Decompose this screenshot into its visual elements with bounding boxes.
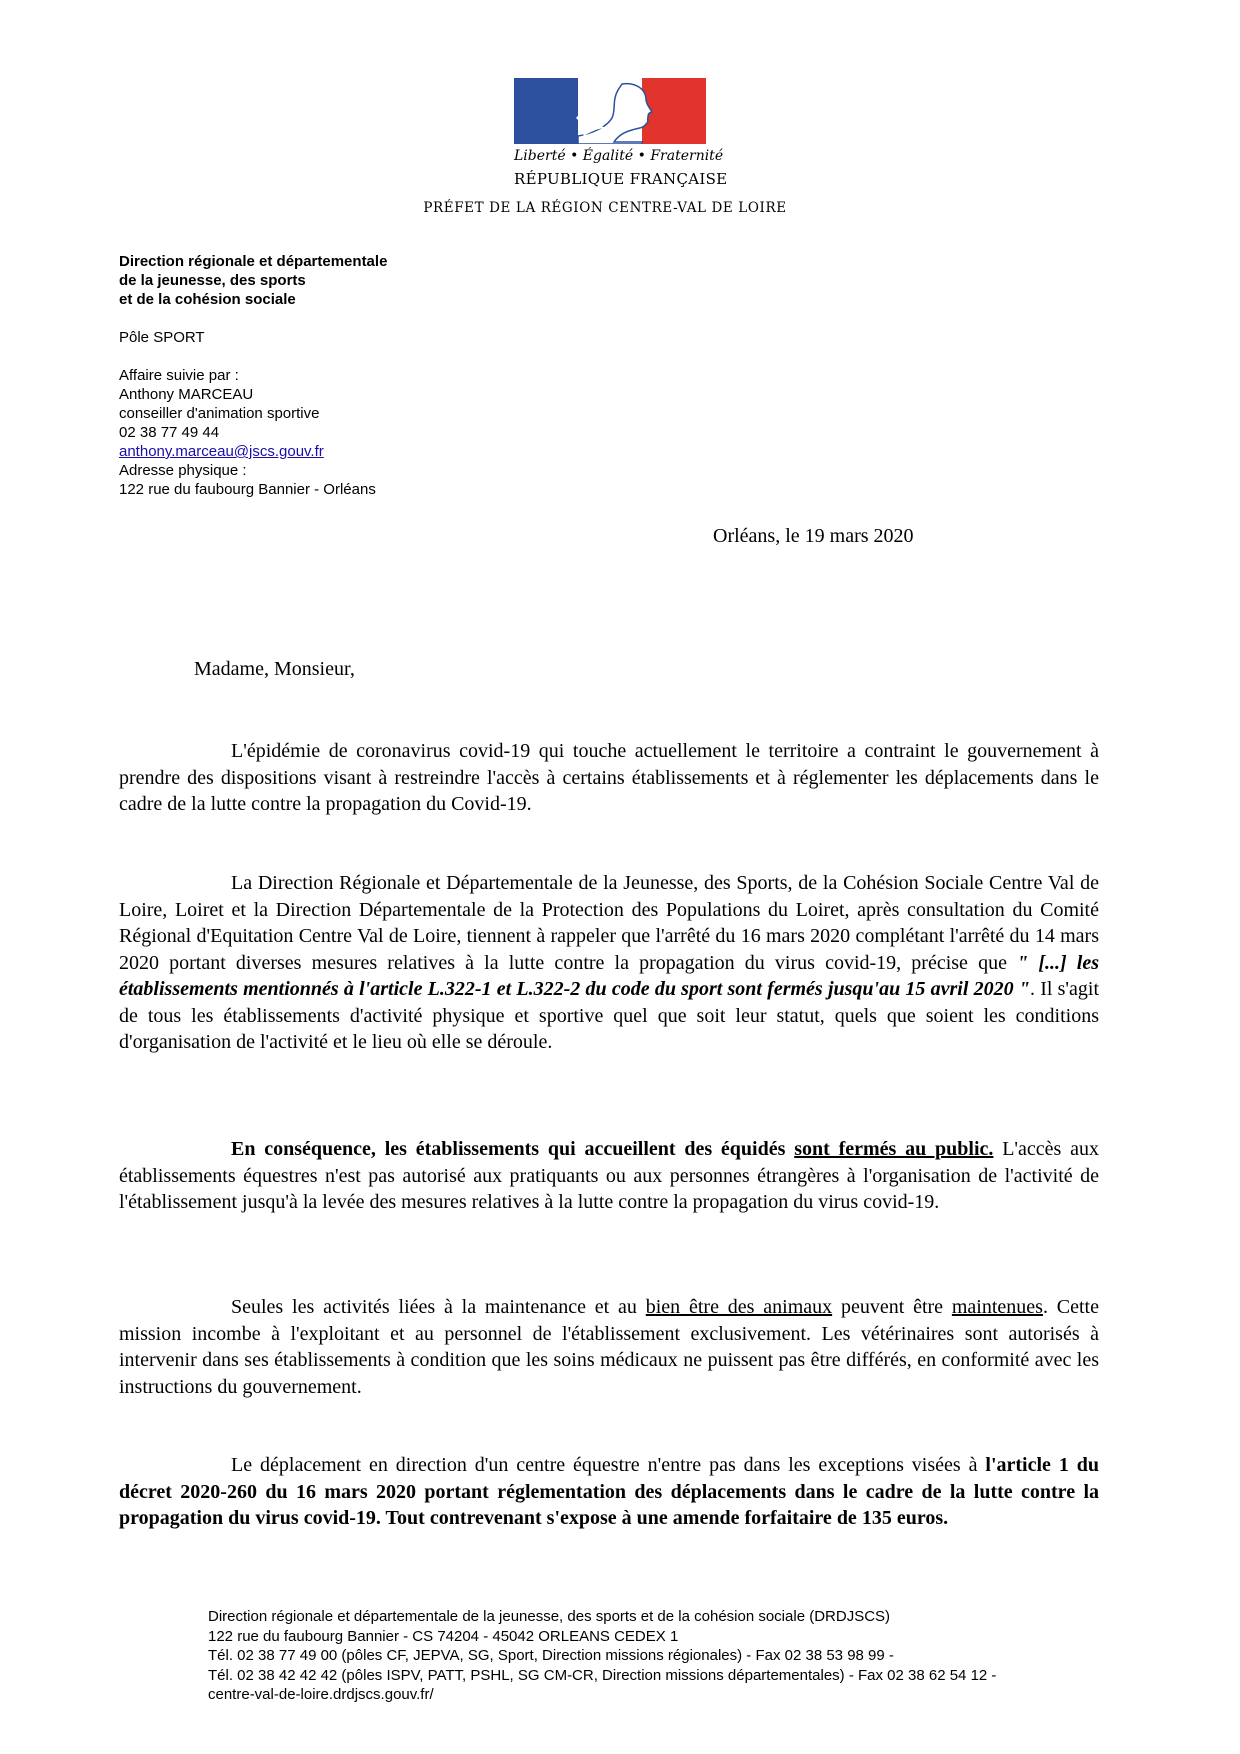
footer: [208, 1607, 1108, 1705]
sender-phone: 02 38 77 49 44: [119, 424, 220, 441]
fine-notice: l'article 1 du décret 2020-260 du 16 mars 2020 portant réglementation des déplacements dans le cadre de la lutte contre la propagation du virus covid-19. Tout contrevenant s'expose à une amende forfaitaire de 135 euros.: [119, 1454, 1099, 1529]
paragraph-2: La Direction Régionale et Départementale de la Jeunesse, des Sports, de la Cohésion Sociale Centre Val de Loire, Loiret et la Direction Départementale de la Protection des Populations du Loiret, après consultation du Comité Régional d'Equitation Centre Val de Loire, tiennent à rappeler que l'arrêté du 16 mars 2020 complétant l'arrêté du 14 mars 2020 portant diverses mesures relatives à la lutte contre la propagation du virus covid-19, précise que " [...] les établissements mentionnés à l'article L.322-1 et L.322-2 du code du sport sont fermés jusqu'au 15 avril 2020 ". Il s'agit de tous les établissements d'activité physique et sportive quel que soit leur statut, quels que soient les conditions d'organisation de l'activité et le lieu où elle se déroule.: [119, 872, 1100, 1053]
footer-line-1: Direction régionale et départementale de la jeunesse, des sports et de la cohésion sociale (DRDJSCS): [208, 1608, 891, 1625]
sender-name: Anthony MARCEAU: [119, 386, 254, 403]
decree-quote: " [...] les établissements mentionnés à l'article L.322-1 et L.322-2 du code du sport sont fermés jusqu'au 15 avril 2020 ": [119, 951, 1100, 1000]
republic-motto: Liberté • Égalité • Fraternité: [514, 148, 724, 164]
prefet-title: PRÉFET DE LA RÉGION CENTRE-VAL DE LOIRE: [423, 200, 787, 216]
sender-address: 122 rue du faubourg Bannier - Orléans: [119, 481, 376, 498]
republic-name: RÉPUBLIQUE FRANÇAISE: [514, 170, 728, 188]
paragraph-1: L'épidémie de coronavirus covid-19 qui touche actuellement le territoire a contraint le gouvernement à prendre des dispositions visant à restreindre l'accès à certains établissements et à réglementer les déplacements dans le cadre de la lutte contre la propagation du Covid-19.: [119, 740, 1099, 815]
letter-greeting: Madame, Monsieur,: [194, 658, 355, 680]
paragraph-3: En conséquence, les établissements qui accueillent des équidés sont fermés au public. L'accès aux établissements équestres n'est pas autorisé aux pratiquants ou aux personnes étrangères à l'organisation de l'activité de l'établissement jusqu'à la levée des mesures relatives à la lutte contre la propagation du virus covid-19.: [119, 1138, 1099, 1213]
paragraph-5: Le déplacement en direction d'un centre équestre n'entre pas dans les exceptions visées à l'article 1 du décret 2020-260 du 16 mars 2020 portant réglementation des déplacements dans le cadre de la lutte contre la propagation du virus covid-19. Tout contrevenant s'expose à une amende forfaitaire de 135 euros.: [119, 1454, 1099, 1529]
paragraph-4: Seules les activités liées à la maintenance et au bien être des animaux peuvent être maintenues. Cette mission incombe à l'exploitant et au personnel de l'établissement exclusivement. Les vétérinaires sont autorisés à intervenir dans ses établissements à condition que les soins médicaux ne puissent pas être différés, en conformité avec les instructions du gouvernement.: [119, 1296, 1099, 1398]
sender-role: conseiller d'animation sportive: [119, 405, 320, 422]
footer-line-5: centre-val-de-loire.drdjscs.gouv.fr/: [208, 1686, 434, 1703]
sender-block: [119, 252, 569, 499]
sender-affaire-label: Affaire suivie par :: [119, 367, 239, 384]
closed-to-public-emphasis: sont fermés au public.: [794, 1138, 994, 1160]
sender-org-line3: et de la cohésion sociale: [119, 291, 296, 308]
footer-line-2: 122 rue du faubourg Bannier - CS 74204 - 45042 ORLEANS CEDEX 1: [208, 1627, 679, 1645]
marianne-logo: [514, 78, 728, 188]
footer-line-4: Tél. 02 38 42 42 42 (pôles ISPV, PATT, PSHL, SG CM-CR, Direction missions départementales) - Fax 02 38 62 54 12 -: [208, 1666, 997, 1684]
marianne-flag-icon: [514, 78, 706, 144]
sender-email-link[interactable]: anthony.marceau@jscs.gouv.fr: [119, 443, 324, 460]
letter-date: Orléans, le 19 mars 2020: [713, 525, 914, 547]
sender-org-line2: de la jeunesse, des sports: [119, 272, 306, 289]
sender-address-label: Adresse physique :: [119, 462, 247, 479]
sender-org-line1: Direction régionale et départementale: [119, 253, 388, 270]
sender-pole: Pôle SPORT: [119, 329, 205, 346]
footer-line-3: Tél. 02 38 77 49 00 (pôles CF, JEPVA, SG, Sport, Direction missions régionales) - Fax 02 38 53 98 99 -: [208, 1647, 894, 1664]
